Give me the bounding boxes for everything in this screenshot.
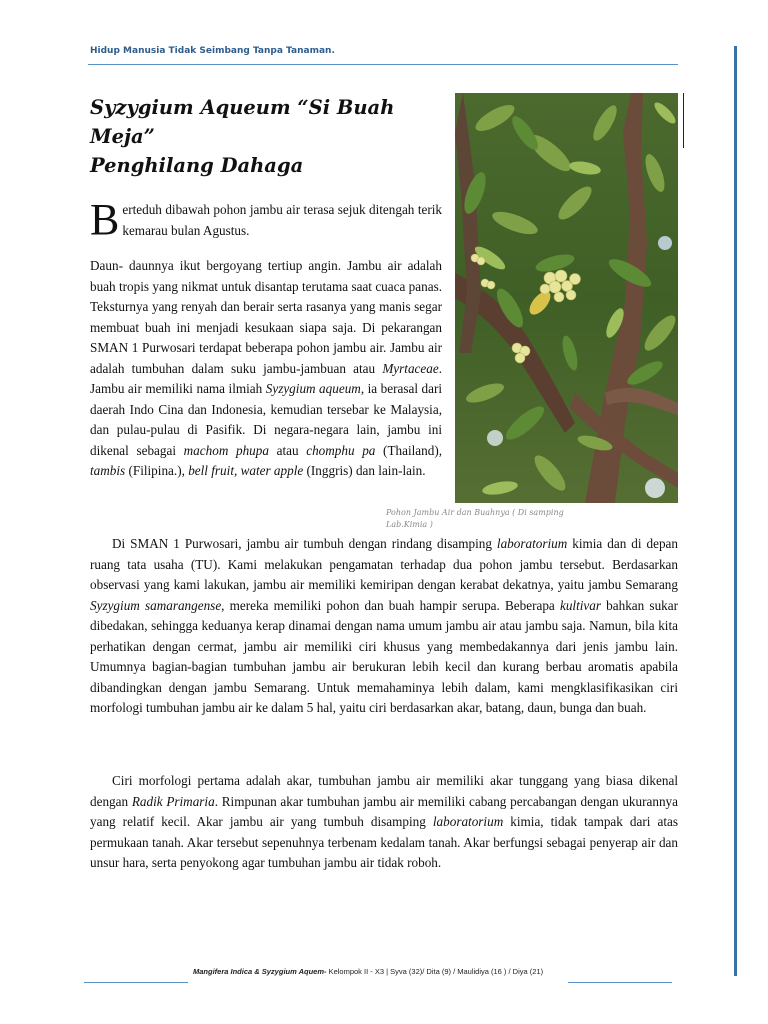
scientific-term: Radik Primaria	[131, 793, 215, 809]
footer-rule-right	[568, 982, 672, 983]
header-rule	[88, 64, 678, 65]
text-run: Di SMAN 1 Purwosari, jambu air tumbuh dengan rindang disamping	[112, 536, 497, 551]
paragraph-1	[90, 256, 442, 482]
drop-cap: B	[90, 195, 120, 244]
paragraph-2	[90, 534, 678, 719]
text-run: (Filipina.),	[125, 463, 189, 478]
text-run: . Rimpunan akar tumbuhan jambu air memiliki cabang percabangan dengan ukurannya yang relatif kecil. Akar jambu air yang tumbuh disamping	[90, 793, 678, 829]
text-run: (Inggris) dan lain-lain.	[303, 463, 426, 478]
foreign-term: bell fruit, water apple	[188, 463, 304, 478]
page-edge-bar	[734, 46, 737, 976]
text-run: , mereka memiliki pohon dan buah hampir serupa. Beberapa	[221, 597, 560, 613]
text-run: atau	[268, 442, 307, 458]
foreign-term: chomphu pa	[306, 442, 376, 458]
title-line-1: Syzygium Aqueum “Si Buah Meja”	[90, 96, 395, 148]
photo-divider-line	[683, 93, 684, 148]
text-run: kimia, tidak tampak dari atas permukaan tanah. Akar tersebut sepenuhnya terbenam kedalam tanah. Akar berfungsi sebagai penyerap air dan unsur hara, serta penyokong agar tumbuhan jambu air tidak roboh.	[90, 814, 678, 870]
footer-title: Mangifera Indica & Syzygium Aquem-	[193, 967, 327, 976]
scientific-term: Syzygium samarangense	[90, 597, 222, 613]
text-run: bahkan sukar dibedakan, sehingga keduanya kerap dinamai dengan nama umum jambu air atau jambu saja. Namun, bila kita perhatikan dengan cermat, jambu air memiliki ciri khusus yang membedakannya dari jenis jambu lain. Umumnya bagian-bagian tumbuhan jambu air berukuran lebih kecil dan kurang berbau aromatis apabila dibandingkan dengan jambu Semarang. Untuk memahaminya lebih dalam, kami mengklasifikasikan ciri morfologi tumbuhan jambu air ke dalam 5 hal, yaitu ciri berdasarkan akar, batang, daun, bunga dan buah.	[90, 597, 678, 715]
foreign-term: tambis	[90, 463, 126, 478]
text-run: (Thailand),	[375, 442, 443, 458]
footer-authors: Kelompok II - X3 | Syva (32)/ Dita (9) / Maulidiya (16 ) / Diya (21)	[326, 967, 544, 976]
lead-text: erteduh dibawah pohon jambu air terasa sejuk ditengah terik kemarau bulan Agustus.	[122, 202, 442, 238]
italic-term: laboratorium	[432, 814, 504, 829]
footer-rule-left	[84, 982, 188, 983]
article-title	[90, 93, 452, 180]
text-run: . Jambu air memiliki nama ilmiah	[90, 360, 442, 396]
text-run: Ciri morfologi pertama adalah akar, tumbuhan jambu air memiliki akar tunggang yang biasa dikenal dengan	[90, 773, 678, 809]
italic-term: laboratorium	[496, 536, 568, 551]
photo-illustration	[455, 93, 678, 503]
title-line-2: Penghilang Dahaga	[90, 154, 304, 177]
lead-paragraph	[90, 195, 442, 244]
foreign-term: machom phupa	[183, 442, 269, 458]
running-header: Hidup Manusia Tidak Seimbang Tanpa Tanaman.	[90, 46, 335, 56]
text-run: Daun- daunnya ikut bergoyang tertiup angin. Jambu air adalah buah tropis yang nikmat untuk disantap terutama saat cuaca panas. Teksturnya yang renyah dan berair serta rasanya yang manis segar membuat buah ini menjadi kesukaan siapa saja. Di pekarangan SMAN 1 Purwosari terdapat beberapa pohon jambu air. Jambu air adalah tumbuhan dalam suku jambu-jambuan atau	[90, 258, 442, 376]
text-run: kimia dan di depan ruang tata usaha (TU). Kami melakukan pengamatan terhadap dua pohon jambu tersebut. Berdasarkan observasi yang kami lakukan, jambu air memiliki kemiripan dengan kerabat dekatnya, yaitu jambu Semarang	[90, 536, 678, 592]
scientific-term: Syzygium aqueum	[265, 381, 361, 396]
italic-term: kultivar	[559, 597, 601, 613]
photo-caption: Pohon Jambu Air dan Buahnya ( Di samping Lab.Kimia )	[386, 508, 564, 529]
text-run: , ia berasal dari daerah Indo Cina dan Indonesia, kemudian tersebar ke Malaysia, dan pulau-pulau di Pasifik. Di negara-negara lain, jambu ini dikenal sebagai	[90, 381, 443, 458]
scientific-term: Myrtaceae	[382, 360, 439, 376]
paragraph-3	[90, 771, 678, 874]
rose-apple-tree-photo	[455, 93, 678, 503]
page-footer	[193, 966, 565, 977]
